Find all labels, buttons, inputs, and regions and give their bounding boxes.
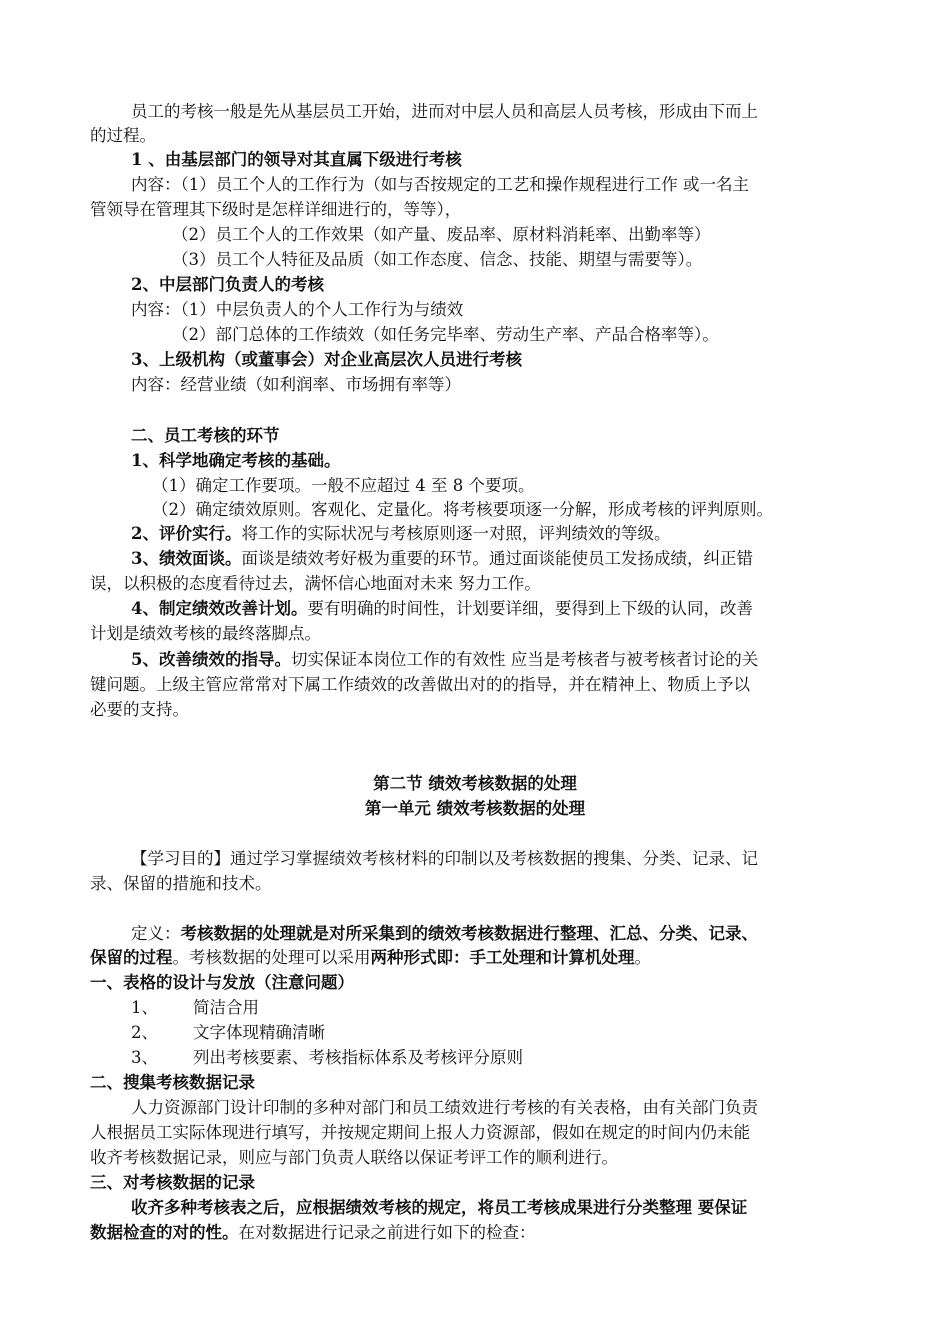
list-number: 1、: [131, 998, 158, 1017]
text-run: 管领导在管理其下级时是怎样详细进行的，等等），: [90, 200, 462, 219]
paragraph-line: [90, 198, 860, 222]
paragraph-line: [172, 223, 942, 247]
paragraph-line: [131, 648, 901, 672]
text-run: 要有明确的时间性，计划要详细，要得到上下级的认同，改善: [307, 599, 753, 618]
paragraph-line: [131, 100, 901, 124]
text-run: 内容：经营业绩（如利润率、市场拥有率等）: [131, 375, 461, 394]
text-run: 。: [634, 948, 651, 967]
bold-text: 2、中层部门负责人的考核: [131, 275, 324, 294]
section-heading: [90, 1071, 860, 1095]
paragraph-line: [131, 1096, 901, 1120]
bold-text: 收齐多种考核表之后，应根据绩效考核的规定，将员工考核成果进行分类整理 要保证: [131, 1198, 748, 1217]
paragraph-line: [152, 474, 922, 498]
paragraph-line: [131, 847, 901, 871]
text-run: 在对数据进行记录之前进行如下的检查：: [238, 1223, 536, 1242]
paragraph-line: [131, 597, 901, 621]
bold-text: 2、评价实行。: [131, 524, 242, 543]
text-run: （2）员工个人的工作效果（如产量、废品率、原材料消耗率、出勤率等）: [172, 225, 711, 244]
bold-text: 二、员工考核的环节: [131, 426, 280, 445]
bold-text: 第二节 绩效考核数据的处理: [373, 774, 577, 793]
text-run: （2）确定绩效原则。客观化、定量化。将考核要项逐一分解，形成考核的评判原则。: [152, 500, 773, 519]
paragraph-line: [172, 248, 942, 272]
paragraph-line: [90, 1146, 860, 1170]
bold-text: 3、绩效面谈。: [131, 549, 242, 568]
section-heading: [131, 273, 901, 297]
chapter-title: [90, 772, 860, 796]
text-run: 计划是绩效考核的最终落脚点。: [90, 624, 321, 643]
paragraph-line: [131, 298, 901, 322]
text-run: 必要的支持。: [90, 700, 189, 719]
text-run: 文字体现精确清晰: [193, 1023, 325, 1042]
paragraph-line: [172, 323, 942, 347]
bold-text: 3、上级机构（或董事会）对企业高层次人员进行考核: [131, 350, 522, 369]
section-heading: [131, 449, 901, 473]
paragraph-line: [90, 572, 860, 596]
section-heading: [131, 348, 901, 372]
text-run: 定义：: [131, 924, 181, 943]
paragraph-line: [131, 922, 901, 946]
paragraph-line: [90, 698, 860, 722]
text-run: （1）确定工作要项。一般不应超过 4 至 8 个要项。: [152, 476, 535, 495]
text-run: 。考核数据的处理可以采用: [172, 948, 371, 967]
bold-text: 二、搜集考核数据记录: [90, 1073, 255, 1092]
bold-text: 1、科学地确定考核的基础。: [131, 451, 341, 470]
text-run: 简洁合用: [193, 998, 259, 1017]
bold-text: 1 、由基层部门的领导对其直属下级进行考核: [131, 150, 462, 169]
text-run: 人根据员工实际体现进行填写，并按规定期间上报人力资源部，假如在规定的时间内仍未能: [90, 1123, 750, 1142]
text-run: 【学习目的】通过学习掌握绩效考核材料的印制以及考核数据的搜集、分类、记录、记: [131, 849, 758, 868]
bold-text: 考核数据的处理就是对所采集到的绩效考核数据进行整理、汇总、分类、记录、: [180, 924, 758, 943]
bold-text: 4、制定绩效改善计划。: [131, 599, 308, 618]
list-number: 3、: [131, 1048, 158, 1067]
list-item: [131, 1046, 901, 1070]
paragraph-line: [131, 522, 901, 546]
paragraph-line: [131, 547, 901, 571]
paragraph-line: [90, 673, 860, 697]
text-run: 误，以积极的态度看待过去，满怀信心地面对未来 努力工作。: [90, 574, 541, 593]
bold-text: 5、改善绩效的指导。: [131, 650, 291, 669]
text-run: 内容：（1）员工个人的工作行为（如与否按规定的工艺和操作规程进行工作 或一名主: [131, 175, 749, 194]
section-heading: [90, 1171, 860, 1195]
text-run: 列出考核要素、考核指标体系及考核评分原则: [193, 1048, 523, 1067]
paragraph-line: [131, 373, 901, 397]
section-heading: [131, 424, 901, 448]
bold-text: 一、表格的设计与发放（注意问题）: [90, 973, 354, 992]
paragraph-line: [90, 946, 860, 970]
paragraph-line: [90, 622, 860, 646]
text-run: 内容：（1）中层负责人的个人工作行为与绩效: [131, 300, 464, 319]
text-run: （2）部门总体的工作绩效（如任务完毕率、劳动生产率、产品合格率等）。: [172, 325, 719, 344]
bold-text: 三、对考核数据的记录: [90, 1173, 255, 1192]
text-run: 键问题。上级主管应常常对下属工作绩效的改善做出对的的指导，并在精神上、物质上予以: [90, 675, 750, 694]
text-run: 切实保证本岗位工作的有效性 应当是考核者与被考核者讨论的关: [290, 650, 759, 669]
text-run: 的过程。: [90, 126, 156, 145]
unit-title: [90, 797, 860, 821]
text-run: 将工作的实际状况与考核原则逐一对照，评判绩效的等级。: [241, 524, 671, 543]
paragraph-line: [152, 498, 922, 522]
bold-text: 两种形式即：手工处理和计算机处理: [370, 948, 635, 967]
list-item: [131, 996, 901, 1020]
paragraph-line: [131, 1196, 901, 1220]
paragraph-line: [90, 1221, 860, 1245]
bold-text: 第一单元 绩效考核数据的处理: [364, 799, 586, 818]
paragraph-line: [131, 173, 901, 197]
text-run: 收齐考核数据记录，则应与部门负责人联络以保证考评工作的顺利进行。: [90, 1148, 618, 1167]
list-number: 2、: [131, 1023, 158, 1042]
bold-text: 数据检查的对的性。: [90, 1223, 239, 1242]
text-run: 录、保留的措施和技术。: [90, 874, 272, 893]
text-run: （3）员工个人特征及品质（如工作态度、信念、技能、期望与需要等）。: [172, 250, 703, 269]
section-heading: [90, 971, 860, 995]
list-item: [131, 1021, 901, 1045]
bold-text: 保留的过程: [90, 948, 173, 967]
text-run: 面谈是绩效考好极为重要的环节。通过面谈能使员工发扬成绩，纠正错: [241, 549, 753, 568]
paragraph-line: [90, 872, 860, 896]
section-heading: [131, 148, 901, 172]
paragraph-line: [90, 124, 860, 148]
text-run: 员工的考核一般是先从基层员工开始，进而对中层人员和高层人员考核，形成由下而上: [131, 102, 758, 121]
paragraph-line: [90, 1121, 860, 1145]
text-run: 人力资源部门设计印制的多种对部门和员工绩效进行考核的有关表格，由有关部门负责: [131, 1098, 758, 1117]
